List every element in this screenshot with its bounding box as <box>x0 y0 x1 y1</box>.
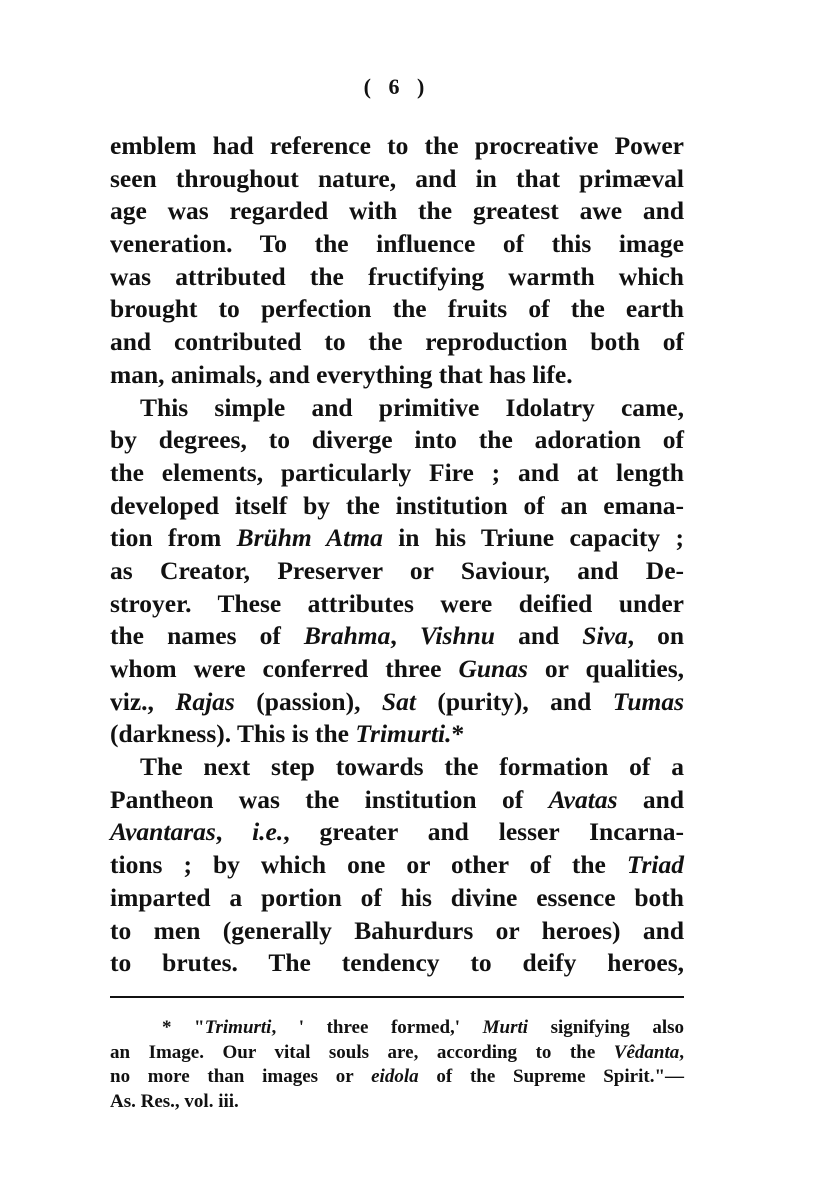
text-line: whom were conferred three Gunas or qualities, <box>110 654 684 683</box>
text-line: veneration. To the influence of this image <box>110 229 684 259</box>
text-line: The next step towards the formation of a <box>140 752 684 782</box>
text-line: the elements, particularly Fire ; and at length <box>110 457 684 487</box>
text-line: as Creator, Preserver or Saviour, and De- <box>110 555 684 585</box>
text-line: (darkness). This is the Trimurti.* <box>110 719 465 749</box>
text-line: tions ; by which one or other of the Triad <box>110 850 684 880</box>
text-line: imparted a portion of his divine essence both <box>110 882 684 912</box>
text-line: to brutes. The tendency to deify heroes, <box>110 948 684 978</box>
text-line: man, animals, and everything that has life. <box>110 359 573 389</box>
text-line: brought to perfection the fruits of the earth <box>110 294 684 324</box>
italic-term: Avantaras <box>110 817 216 847</box>
italic-term: Brahma <box>303 621 391 651</box>
text-line: Avantaras, i.e., greater and lesser Incarna- <box>110 817 684 847</box>
text-line: * "Trimurti, ' three formed,' Murti signifying also <box>162 1017 684 1038</box>
text-line: As. Res., vol. iii. <box>110 1091 239 1113</box>
body-text <box>110 130 684 980</box>
text-line: This simple and primitive Idolatry came, <box>140 392 684 422</box>
italic-term: Sat <box>381 686 416 716</box>
text-line: by degrees, to diverge into the adoration of <box>110 425 684 455</box>
italic-term: Trimurti <box>204 1017 272 1038</box>
text-line: no more than images or eidola of the Supreme Spirit."— <box>110 1066 684 1088</box>
italic-term: i.e. <box>252 817 284 847</box>
italic-term: Rajas <box>175 686 235 716</box>
paragraph <box>110 751 684 980</box>
footnote-divider <box>110 996 684 998</box>
italic-term: Triad <box>626 850 684 880</box>
paragraph <box>110 392 684 752</box>
italic-term: Murti <box>482 1017 529 1038</box>
italic-term: Gunas <box>458 654 528 683</box>
page-number: ( 6 ) <box>363 74 431 99</box>
italic-term: Vêdanta <box>613 1041 680 1063</box>
italic-term: Avatas <box>548 784 618 814</box>
text-line: tion from Brühm Atma in his Triune capacity ; <box>110 523 684 553</box>
text-line: emblem had reference to the procreative Power <box>110 131 684 160</box>
text-line: the names of Brahma, Vishnu and Siva, on <box>110 621 684 651</box>
text-line: developed itself by the institution of an emana- <box>110 490 684 520</box>
text-line: an Image. Our vital souls are, according to the Vêdanta, <box>110 1041 684 1063</box>
paragraph <box>110 130 684 392</box>
text-line: Pantheon was the institution of Avatas and <box>110 784 684 814</box>
text-line: stroyer. These attributes were deified under <box>110 588 684 618</box>
text-line: seen throughout nature, and in that primæval <box>110 163 684 193</box>
text-line: viz., Rajas (passion), Sat (purity), and Tumas <box>110 686 685 716</box>
text-line: and contributed to the reproduction both of <box>110 327 684 357</box>
text-line: was attributed the fructifying warmth which <box>110 261 684 291</box>
italic-term: Tumas <box>612 686 685 716</box>
text-line: to men (generally Bahurdurs or heroes) and <box>110 915 684 945</box>
text-line: age was regarded with the greatest awe and <box>110 196 684 226</box>
footnote <box>110 1016 684 1115</box>
italic-term: eidola <box>371 1066 419 1088</box>
italic-term: Siva <box>582 621 628 651</box>
italic-term: Vishnu <box>419 621 495 651</box>
italic-term: Trimurti. <box>355 719 452 749</box>
italic-term: Brühm Atma <box>236 523 383 553</box>
